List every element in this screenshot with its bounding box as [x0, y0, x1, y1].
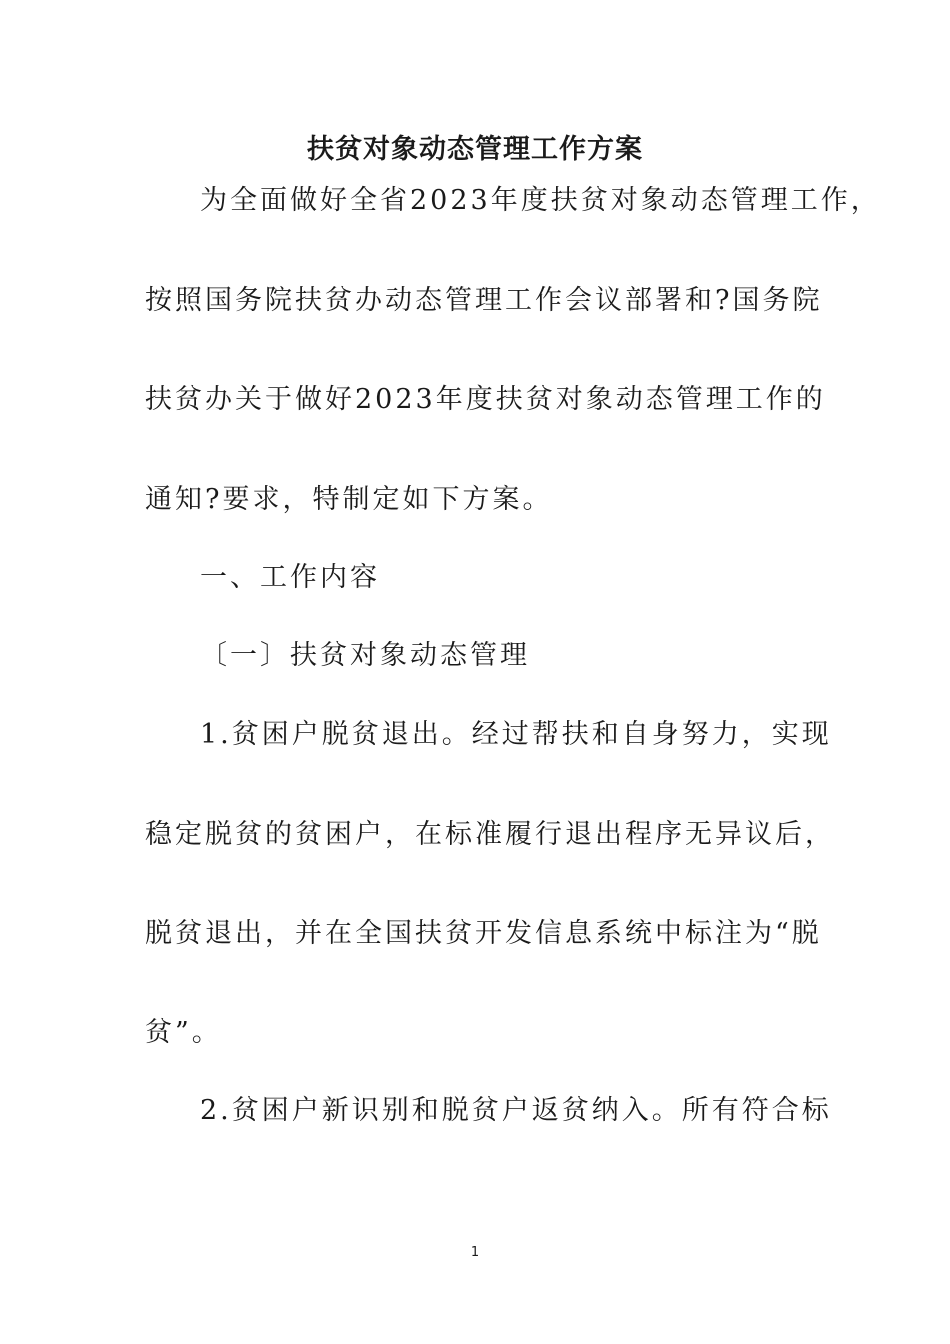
paragraph-line: 贫”。	[145, 1017, 222, 1048]
paragraph-line: 2.贫困户新识别和脱贫户返贫纳入。所有符合标	[200, 1095, 832, 1126]
paragraph-line: 为全面做好全省2023年度扶贫对象动态管理工作，	[200, 185, 881, 216]
paragraph-line: 脱贫退出，并在全国扶贫开发信息系统中标注为“脱	[145, 918, 822, 949]
subsection-heading: 〔一〕扶贫对象动态管理	[200, 640, 530, 671]
paragraph-line: 1.贫困户脱贫退出。经过帮扶和自身努力，实现	[200, 719, 832, 750]
paragraph-line: 扶贫办关于做好2023年度扶贫对象动态管理工作的	[145, 384, 826, 415]
section-heading: 一、工作内容	[200, 562, 380, 593]
paragraph-line: 按照国务院扶贫办动态管理工作会议部署和?国务院	[145, 285, 823, 316]
paragraph-line: 通知?要求，特制定如下方案。	[145, 484, 553, 515]
paragraph-line: 稳定脱贫的贫困户，在标准履行退出程序无异议后，	[145, 819, 835, 850]
document-title: 扶贫对象动态管理工作方案	[307, 134, 643, 165]
page-number: 1	[470, 1245, 480, 1260]
